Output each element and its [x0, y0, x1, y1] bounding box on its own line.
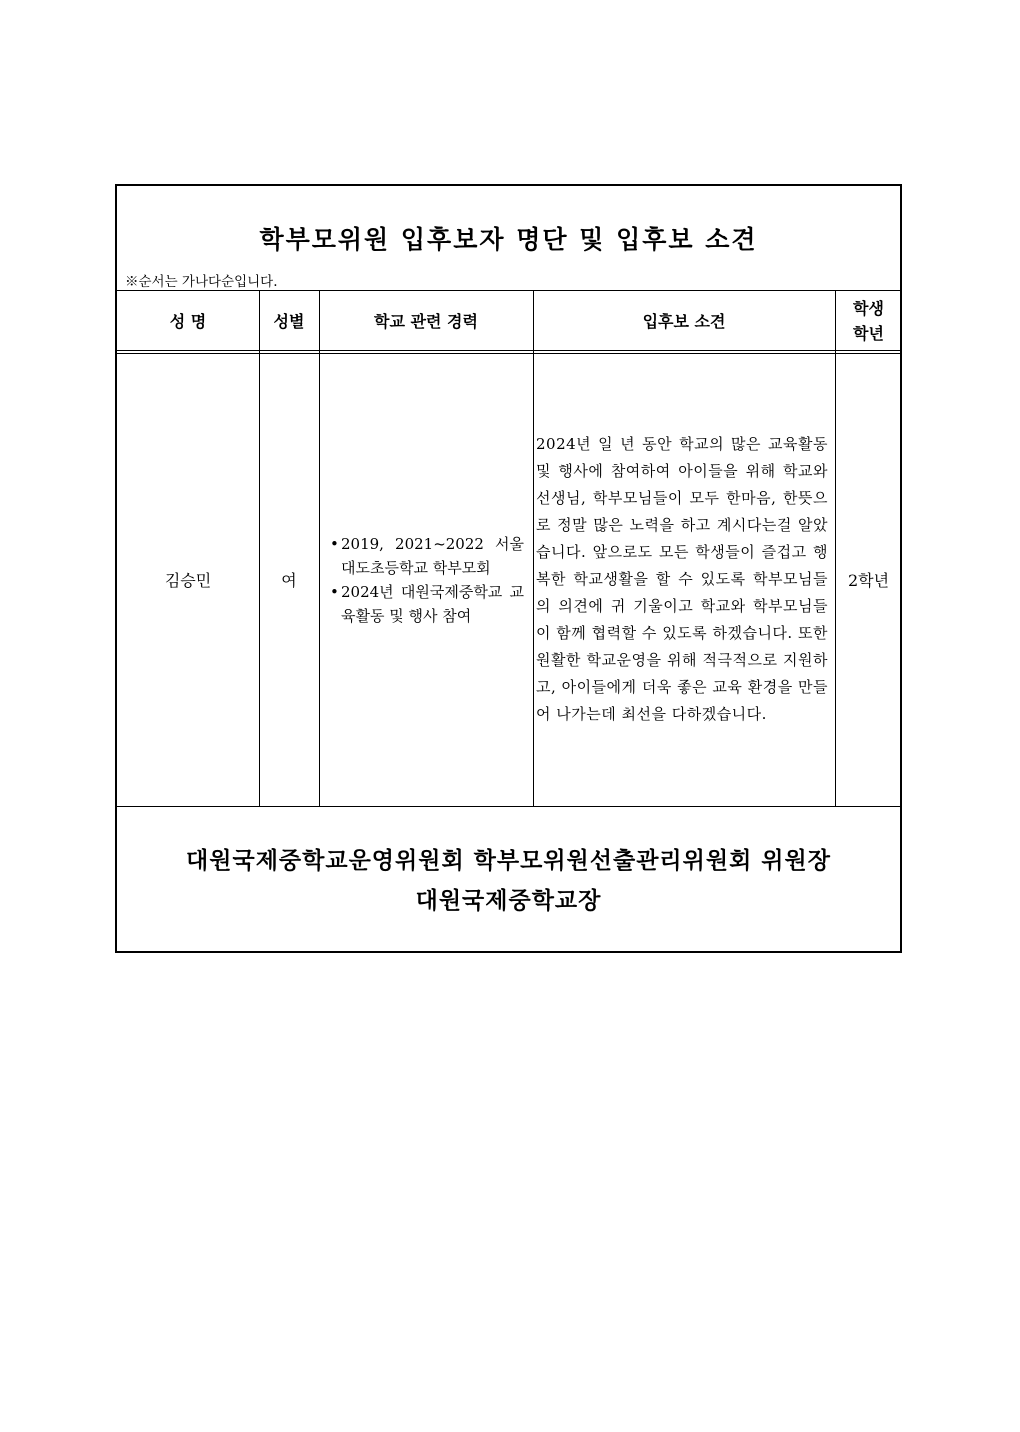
- header-statement: 입후보 소견: [642, 312, 726, 331]
- candidate-name: 김승민: [164, 571, 212, 590]
- body-bottom-rule: [117, 806, 900, 807]
- career-item: • 2024년 대원국제중학교 교육활동 및 행사 참여: [332, 580, 524, 628]
- candidate-form: [115, 184, 902, 953]
- candidate-career: [322, 353, 528, 806]
- footer-line-principal: 대원국제중학교장: [415, 887, 602, 914]
- document-title: 학부모위원 입후보자 명단 및 입후보 소견: [259, 225, 758, 254]
- header-grade-line1: 학생: [853, 298, 884, 318]
- header-grade: [835, 290, 902, 351]
- candidate-gender: 여: [281, 571, 297, 590]
- career-list: [332, 532, 524, 628]
- order-note: ※순서는 가나다순입니다.: [125, 274, 278, 290]
- footer-line-committee: 대원국제중학교운영위원회 학부모위원선출관리위원회 위원장: [186, 847, 831, 874]
- candidate-grade: 2학년: [847, 571, 890, 590]
- header-grade-line2: 학년: [853, 323, 884, 343]
- header-gender: 성별: [273, 312, 305, 331]
- career-item: • 2019, 2021~2022 서울대도초등학교 학부모회: [332, 532, 524, 580]
- header-career: 학교 관련 경력: [374, 312, 478, 331]
- column-divider: [319, 290, 320, 806]
- column-divider: [533, 290, 534, 806]
- statement-text: 2024년 일 년 동안 학교의 많은 교육활동 및 행사에 참여하여 아이들을 위해 학교와 선생님, 학부모님들이 모두 한마음, 한뜻으로 정말 많은 노력을 하고 계시다는걸 알았습니다. 앞으로도 모든 학생들이 즐겁고 행복한 학교생활을 할 수 있도록 학부모님들의 의견에 귀 기울이고 학교와 학부모님들이 함께 협력할 수 있도록 하겠습니다. 또한 원활한 학교운영을 위해 적극적으로 지원하고, 아이들에게 더욱 좋은 교육 환경을 만들어 나가는데 최선을 다하겠습니다.: [536, 435, 828, 723]
- signature-block: [117, 841, 900, 921]
- candidate-statement: [536, 353, 828, 806]
- header-name: 성 명: [169, 312, 207, 331]
